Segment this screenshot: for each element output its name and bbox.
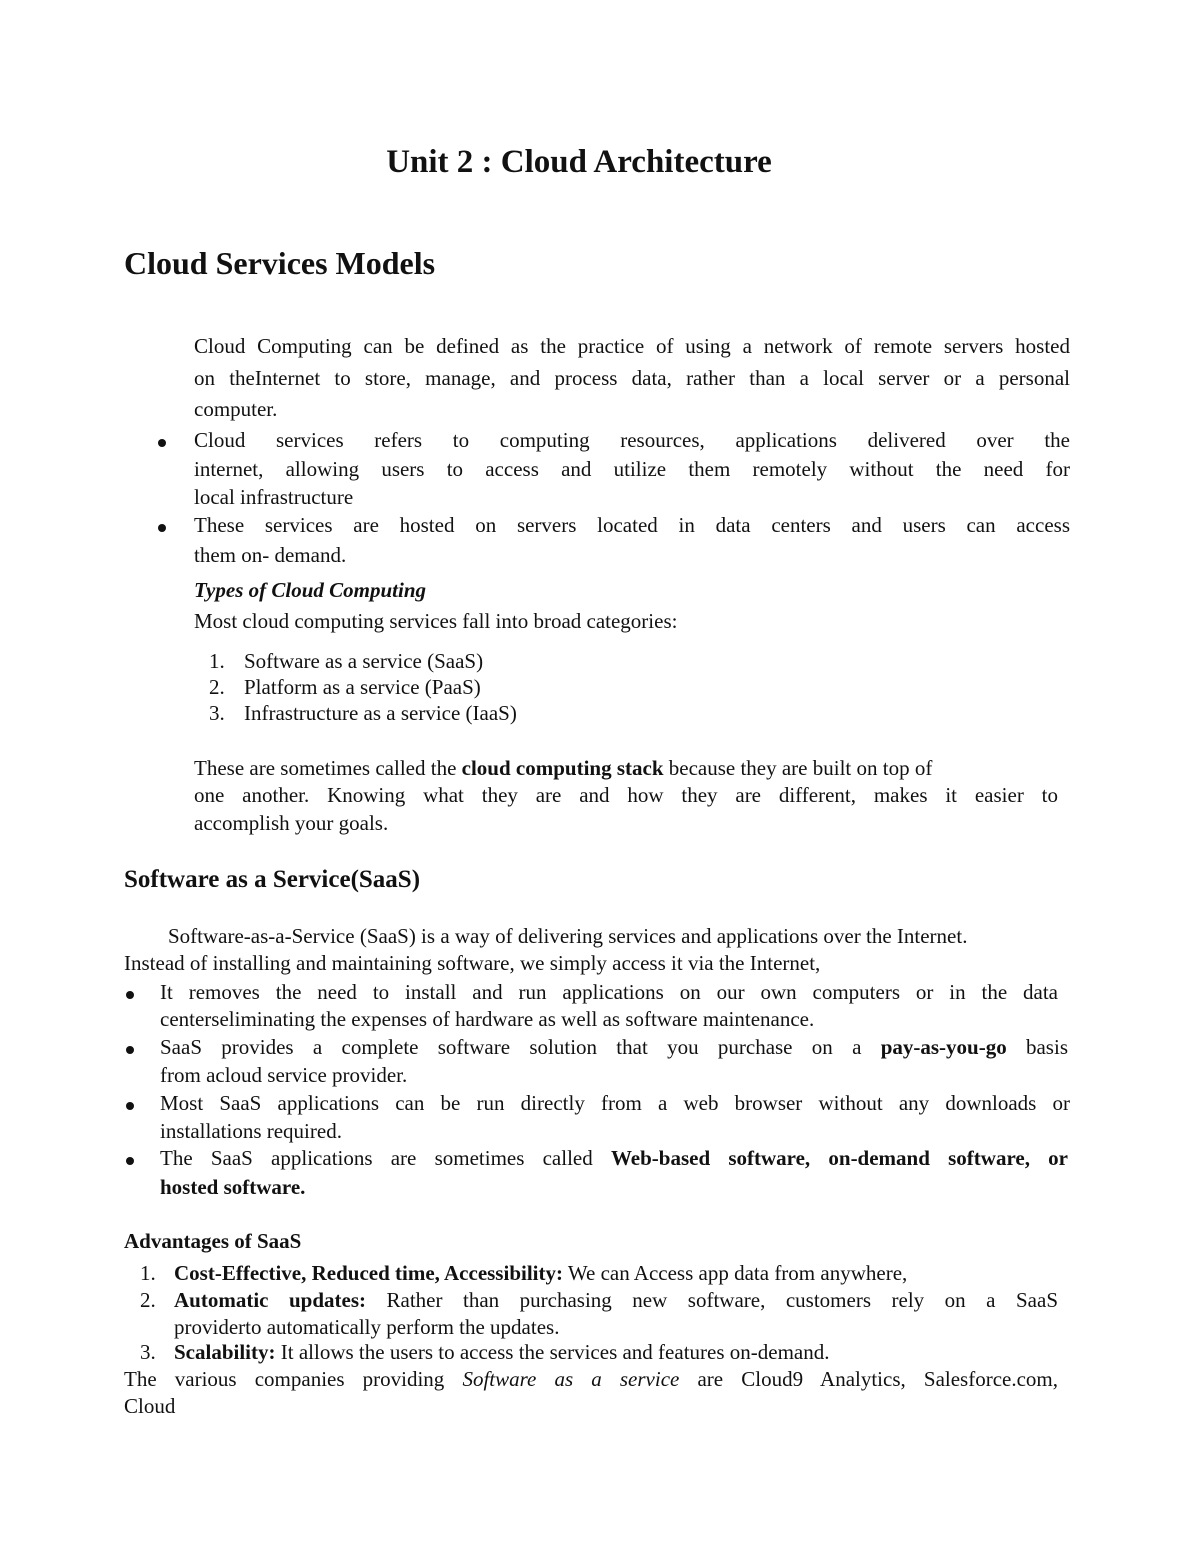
saas-intro-line: Instead of installing and maintaining software, we simply access it via the Internet, (124, 951, 821, 975)
list-number: 2. (140, 1288, 156, 1312)
bullet-line: local infrastructure (194, 485, 354, 509)
intro-line: Cloud Computing can be defined as the practice of using a network of remote servers hosted (194, 334, 1070, 358)
saas-text: The SaaS applications are sometimes called (160, 1146, 611, 1170)
advantage-text: We can Access app data from anywhere, (562, 1261, 908, 1285)
list-number: 1. (209, 649, 225, 673)
stack-text: because they are built on top of (663, 756, 933, 780)
advantage-item (174, 1288, 1058, 1313)
intro-line: on theInternet to store, manage, and process data, rather than a local server or a personal (194, 366, 1070, 390)
closing-text: are Cloud9 Analytics, Salesforce.com, (679, 1367, 1058, 1391)
advantage-text: It allows the users to access the services and features on-demand. (275, 1340, 830, 1364)
section-heading-cloud-services-models: Cloud Services Models (124, 245, 436, 281)
saas-text: SaaS provides a complete software solution that you purchase on a (160, 1035, 881, 1059)
saas-text: basis (1006, 1035, 1068, 1059)
list-item: Platform as a service (PaaS) (244, 675, 481, 699)
advantage-text: Rather than purchasing new software, customers rely on a SaaS (366, 1288, 1058, 1312)
stack-term: cloud computing stack (461, 756, 664, 780)
intro-line: computer. (194, 397, 278, 421)
bullet-icon (126, 1102, 134, 1110)
closing-line (124, 1367, 1058, 1392)
bullet-icon (126, 1046, 134, 1054)
closing-italic: Software as a service (462, 1367, 680, 1391)
advantage-term: Scalability: (174, 1340, 276, 1364)
saas-bullet-line (160, 1035, 1068, 1060)
bullet-icon (126, 1157, 134, 1165)
types-heading: Types of Cloud Computing (194, 578, 426, 602)
bullet-icon (158, 439, 166, 447)
list-number: 1. (140, 1261, 156, 1285)
bullet-icon (158, 524, 166, 532)
saas-bullet-line: from acloud service provider. (160, 1063, 408, 1087)
advantage-term: Automatic updates: (174, 1288, 367, 1312)
saas-bullet-line: hosted software. (160, 1175, 306, 1199)
saas-bullet-line: Most SaaS applications can be run directly from a web browser without any downloads or (160, 1091, 1070, 1115)
saas-term: pay-as-you-go (880, 1035, 1007, 1059)
saas-bullet-line: centerseliminating the expenses of hardware as well as software maintenance. (160, 1007, 815, 1031)
bullet-line: them on- demand. (194, 543, 347, 567)
saas-intro-line: Software-as-a-Service (SaaS) is a way of delivering services and applications over the Internet. (168, 924, 968, 948)
advantage-item (174, 1340, 829, 1365)
stack-text: These are sometimes called the (194, 756, 462, 780)
closing-text: The various companies providing (124, 1367, 463, 1391)
saas-bullet-line: installations required. (160, 1119, 342, 1143)
advantage-item (174, 1261, 907, 1286)
stack-line: one another. Knowing what they are and how they are different, makes it easier to (194, 783, 1058, 807)
saas-term: Web-based software, on-demand software, or (610, 1146, 1068, 1170)
list-number: 2. (209, 675, 225, 699)
advantages-heading: Advantages of SaaS (124, 1229, 302, 1253)
section-heading-saas: Software as a Service(SaaS) (124, 866, 421, 893)
advantage-term: Cost-Effective, Reduced time, Accessibility: (174, 1261, 563, 1285)
stack-line: accomplish your goals. (194, 811, 389, 835)
bullet-line: internet, allowing users to access and utilize them remotely without the need for (194, 457, 1070, 481)
list-item: Infrastructure as a service (IaaS) (244, 701, 517, 725)
types-intro: Most cloud computing services fall into broad categories: (194, 609, 678, 633)
saas-bullet-line (160, 1146, 1068, 1171)
saas-bullet-line: It removes the need to install and run applications on our own computers or in the data (160, 980, 1058, 1004)
bullet-line: These services are hosted on servers located in data centers and users can access (194, 513, 1070, 537)
closing-line: Cloud (124, 1394, 176, 1418)
list-item: Software as a service (SaaS) (244, 649, 484, 673)
advantage-line: providerto automatically perform the updates. (174, 1315, 560, 1339)
list-number: 3. (209, 701, 225, 725)
bullet-line: Cloud services refers to computing resources, applications delivered over the (194, 428, 1070, 452)
stack-line (194, 756, 932, 781)
list-number: 3. (140, 1340, 156, 1364)
page-title: Unit 2 : Cloud Architecture (386, 144, 772, 180)
bullet-icon (126, 991, 134, 999)
